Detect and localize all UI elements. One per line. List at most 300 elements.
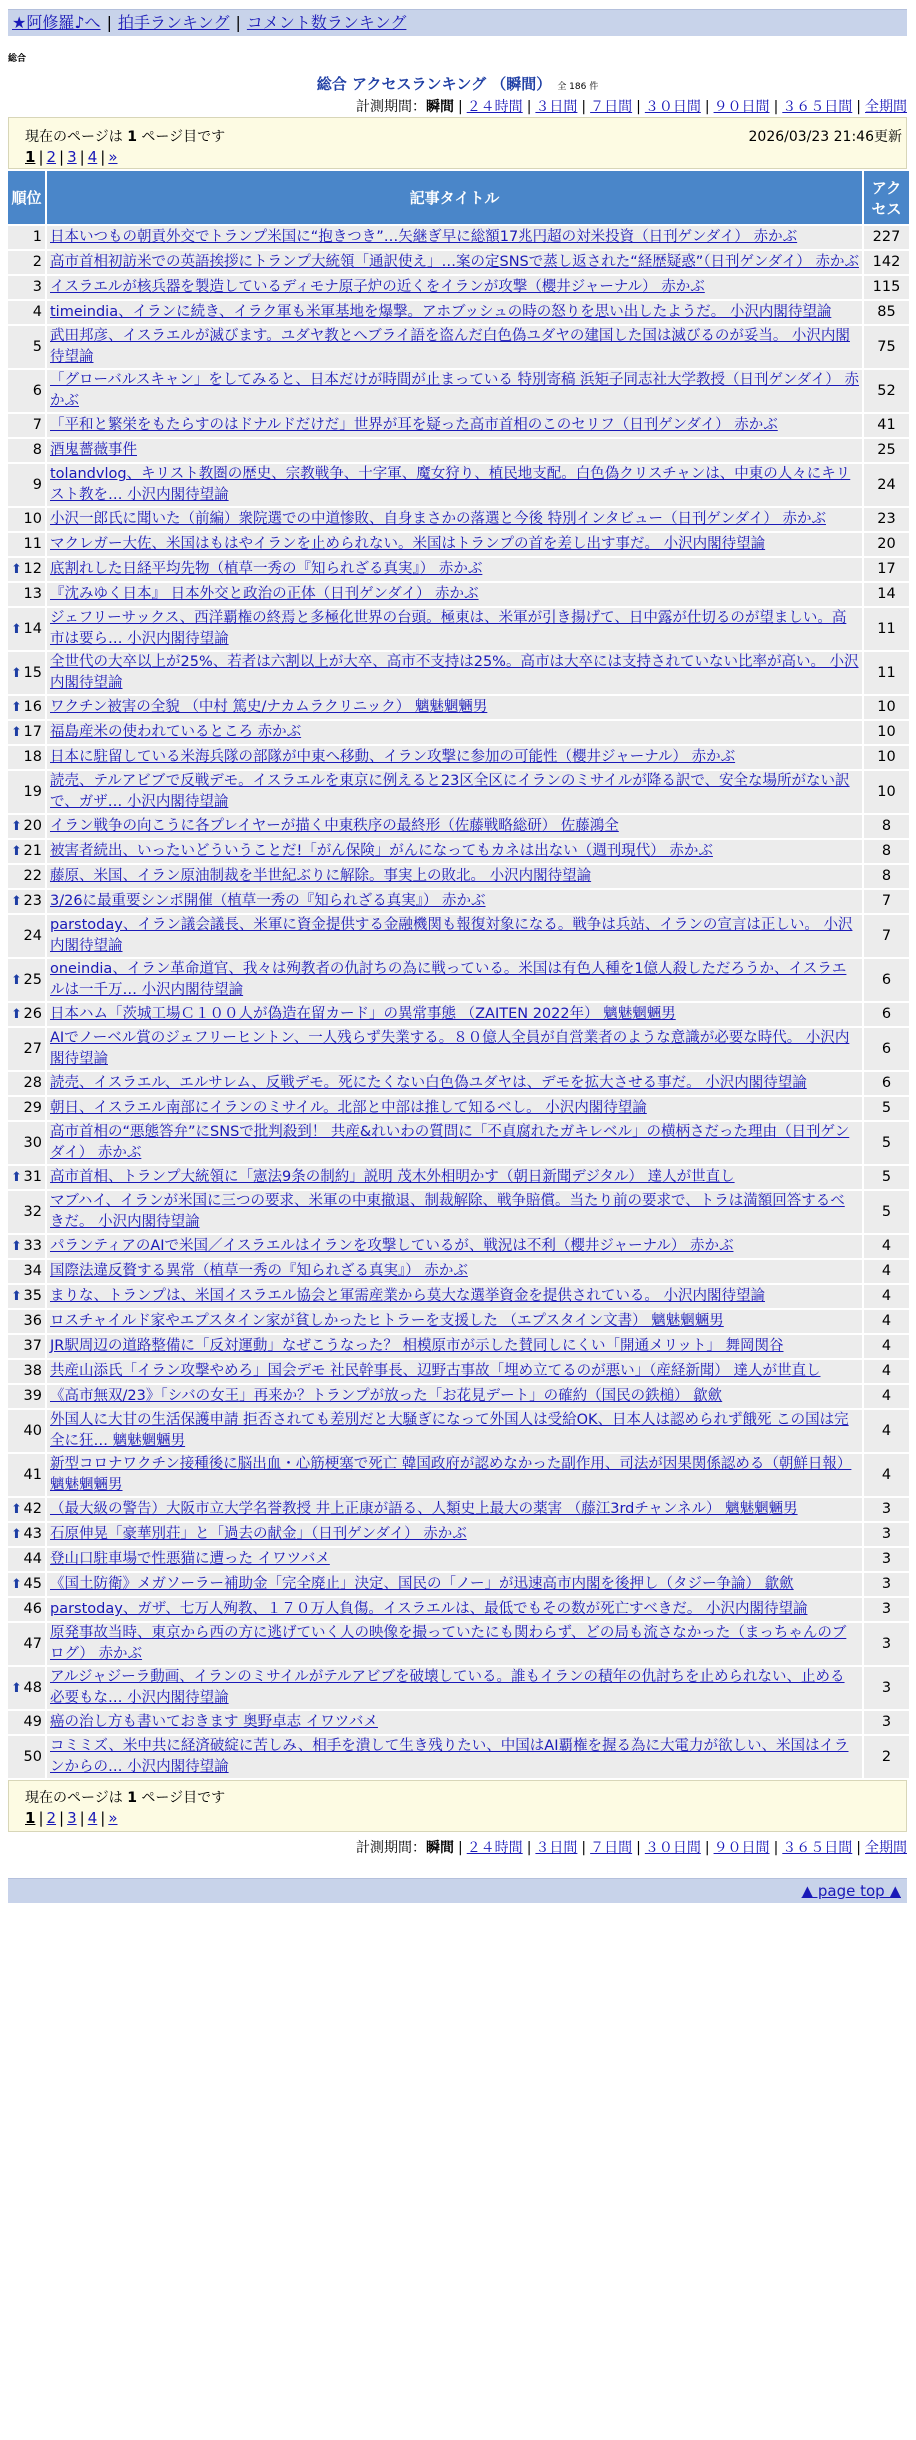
rank-cell <box>8 890 45 913</box>
rank-number: 21 <box>23 843 42 859</box>
page-info-box <box>8 117 907 169</box>
top-page-link-2[interactable]: 3 <box>67 148 77 166</box>
article-link[interactable]: 共産山添氏「イラン攻撃やめろ」国会デモ 社民幹事長、辺野古事故「埋め立てるのが悪い」（産経新聞） 達人が世直し <box>50 1363 821 1379</box>
rank-up-arrow-icon: ⬆ <box>11 621 22 637</box>
title-cell <box>47 771 862 813</box>
table-row <box>8 1454 909 1496</box>
table-row <box>8 1097 909 1120</box>
period-selector-top <box>8 97 907 117</box>
access-count: 4 <box>864 1235 909 1258</box>
page-separator: | <box>59 148 65 166</box>
rank-number: 3 <box>32 279 42 295</box>
top-page-link-0: 1 <box>25 148 36 166</box>
access-count: 3 <box>864 1548 909 1571</box>
rank-up-arrow-icon: ⬆ <box>11 562 22 577</box>
article-link[interactable]: parstoday、ガザ、七万人殉教、１７０万人負傷。イスラエルは、最低でもその数が死亡すべきだ。 小沢内閣待望論 <box>50 1601 808 1617</box>
title-cell <box>47 1623 862 1665</box>
access-count: 5 <box>864 1191 909 1233</box>
bottom-page-link-4[interactable]: » <box>108 1809 118 1827</box>
rank-number: 20 <box>23 818 42 834</box>
rank-up-arrow-icon: ⬆ <box>11 1239 22 1254</box>
bottom-page-link-3[interactable]: 4 <box>87 1809 98 1827</box>
rank-number: 24 <box>23 927 42 944</box>
access-count: 4 <box>864 1410 909 1452</box>
table-row <box>8 652 909 694</box>
rank-up-arrow-icon: ⬆ <box>11 1289 22 1304</box>
rank-number: 14 <box>23 620 42 637</box>
title-cell <box>47 1360 862 1383</box>
article-link[interactable]: 福島産米の使われているところ 赤かぶ <box>50 724 302 740</box>
table-row <box>8 1191 909 1233</box>
article-link[interactable]: ジェフリーサックス、西洋覇権の終焉と多極化世界の台頭。極東は、米軍が引き揚げて、日中露が仕切るのが望ましい。高市は要ら… 小沢内閣待望論 <box>50 610 847 647</box>
rank-cell <box>8 1028 45 1070</box>
table-row <box>8 1072 909 1095</box>
rank-number: 1 <box>32 229 42 245</box>
article-link[interactable]: イスラエルが核兵器を製造しているディモナ原子炉の近くをイランが攻撃（櫻井ジャーナル） 赤かぶ <box>50 279 705 295</box>
top-page-link-1[interactable]: 2 <box>46 148 57 166</box>
access-count: 8 <box>864 815 909 838</box>
article-link[interactable]: AIでノーベル賞のジェフリーヒントン、一人残らず失業する。８０億人全員が自営業者のような意識が必要な時代。 小沢内閣待望論 <box>50 1030 850 1067</box>
top-period-1[interactable]: ２４時間 <box>466 99 523 115</box>
article-link[interactable]: 日本いつもの朝貢外交でトランプ米国に“抱きつき”…矢継ぎ早に総額17兆円超の対米投資（日刊ゲンダイ） 赤かぶ <box>50 229 798 245</box>
article-link[interactable]: 外国人に大甘の生活保護申請 拒否されても差別だと大騒ぎになって外国人は受給OK、日本人は認められず餓死 この国は完全に狂… 魑魅魍魎男 <box>50 1412 849 1449</box>
rank-number: 27 <box>23 1040 42 1057</box>
bottom-period-1[interactable]: ２４時間 <box>466 1840 523 1856</box>
rank-cell <box>8 533 45 556</box>
ranking-table <box>6 169 911 1780</box>
rank-number: 35 <box>23 1288 42 1304</box>
top-period-0: 瞬間 <box>425 99 454 115</box>
title-cell <box>47 226 862 249</box>
period-separator: | <box>526 99 532 115</box>
rank-cell <box>8 439 45 462</box>
bottom-period-6[interactable]: ３６５日間 <box>782 1840 853 1856</box>
article-link[interactable]: 読売、テルアビブで反戦デモ。イスラエルを東京に例えると23区全区にイランのミサイルが降る訳で、安全な場所がない訳で、ガザ… 小沢内閣待望論 <box>50 773 850 810</box>
article-link[interactable]: 「グローバルスキャン」をしてみると、日本だけが時間が止まっている 特別寄稿 浜矩子同志社大学教授（日刊ゲンダイ） 赤かぶ <box>50 372 860 409</box>
table-row <box>8 915 909 957</box>
article-link[interactable]: マブハイ、イランが米国に三つの要求、米軍の中東撤退、制裁解除、戦争賠償。当たり前の要求で、トラは満額回答するべきだ。 小沢内閣待望論 <box>50 1193 845 1230</box>
article-link[interactable]: 国際法違反贅する異常（植草一秀の『知られざる真実』） 赤かぶ <box>50 1263 468 1279</box>
bottom-period-2[interactable]: ３日間 <box>535 1840 578 1856</box>
title-cell <box>47 721 862 744</box>
header-access: アクセス <box>864 171 909 224</box>
top-period-3[interactable]: ７日間 <box>590 99 633 115</box>
total-count: 全 186 件 <box>557 82 599 92</box>
article-link[interactable]: まりな、トランプは、米国イスラエル協会と軍需産業から莫大な選挙資金を提供されている。 小沢内閣待望論 <box>50 1288 765 1304</box>
rank-number: 23 <box>23 893 42 909</box>
access-count: 4 <box>864 1310 909 1333</box>
rank-number: 44 <box>23 1551 42 1567</box>
title-cell <box>47 1285 862 1308</box>
page-separator: | <box>38 148 44 166</box>
article-link[interactable]: （最大級の警告）大阪市立大学名誉教授 井上正康が語る、人類史上最大の薬害 （藤江3rdチャンネル） 魑魅魍魎男 <box>50 1501 798 1517</box>
access-count: 3 <box>864 1523 909 1546</box>
page-info-box-bottom <box>8 1780 907 1832</box>
bottom-page-link-2[interactable]: 3 <box>67 1809 77 1827</box>
article-link[interactable]: parstoday、イラン議会議長、米軍に資金提供する金融機関も報復対象になる。戦争は兵站、イランの宣言は正しい。 小沢内閣待望論 <box>50 917 853 954</box>
access-count: 7 <box>864 915 909 957</box>
rank-up-arrow-icon: ⬆ <box>11 844 22 859</box>
title-cell <box>47 1260 862 1283</box>
article-link[interactable]: マクレガー大佐、米国はもはやイランを止められない。米国はトランプの首を差し出す事だ。 小沢内閣待望論 <box>50 536 766 552</box>
table-row <box>8 1573 909 1596</box>
period-separator: | <box>856 99 861 115</box>
bottom-page-link-0: 1 <box>25 1809 36 1827</box>
table-row <box>8 1667 909 1709</box>
rank-cell <box>8 1410 45 1452</box>
article-link[interactable]: ワクチン被害の全貌 （中村 篤史/ナカムラクリニック） 魑魅魍魎男 <box>50 699 488 715</box>
rank-cell <box>8 464 45 506</box>
home-link[interactable]: ★阿修羅♪へ <box>12 13 101 32</box>
rank-number: 7 <box>32 417 42 433</box>
top-period-6[interactable]: ３６５日間 <box>782 99 853 115</box>
table-row <box>8 959 909 1001</box>
rank-cell <box>8 1360 45 1383</box>
header-rank: 順位 <box>8 171 45 224</box>
article-link[interactable]: 《高市無双/23》「シバの女王」再来か？トランプが放った「お花見デート」の確約（国民の鉄槌） 歙歛 <box>50 1388 723 1404</box>
access-count: 3 <box>864 1711 909 1734</box>
article-link[interactable]: 日本ハム「茨城工場Ｃ１００人が偽造在留カード」の異常事態 （ZAITEN 2022年） 魑魅魍魎男 <box>50 1006 676 1022</box>
title-cell <box>47 1523 862 1546</box>
table-row <box>8 276 909 299</box>
rank-number: 48 <box>23 1679 42 1696</box>
article-link[interactable]: 藤原、米国、イラン原油制裁を半世紀ぶりに解除。事実上の敗北。 小沢内閣待望論 <box>50 868 592 884</box>
rank-number: 11 <box>23 536 42 552</box>
access-count: 5 <box>864 1166 909 1189</box>
access-count: 23 <box>864 508 909 531</box>
bottom-page-link-1[interactable]: 2 <box>46 1809 57 1827</box>
title-cell <box>47 608 862 650</box>
rank-number: 29 <box>23 1100 42 1116</box>
article-link[interactable]: 登山口駐車場で性悪猫に遭った イワツバメ <box>50 1551 330 1567</box>
bottom-period-5[interactable]: ９０日間 <box>713 1840 770 1856</box>
article-link[interactable]: 被害者続出、いったいどういうことだ!「がん保険」がんになってもカネは出ない（週刊現代） 赤かぶ <box>50 843 713 859</box>
pagination-top <box>25 148 118 166</box>
rank-cell <box>8 1623 45 1665</box>
rank-up-arrow-icon: ⬆ <box>11 1577 22 1592</box>
access-count: 6 <box>864 959 909 1001</box>
table-row <box>8 1548 909 1571</box>
rank-cell <box>8 1548 45 1571</box>
rank-number: 30 <box>23 1134 42 1151</box>
article-link[interactable]: timeindia、イランに続き、イラク軍も米軍基地を爆撃。アホブッシュの時の怒りを思い出したようだ。 小沢内閣待望論 <box>50 304 832 320</box>
title-cell <box>47 276 862 299</box>
rank-cell <box>8 1385 45 1408</box>
period-separator: | <box>581 99 587 115</box>
rank-number: 46 <box>23 1601 42 1617</box>
page-separator: | <box>38 1809 44 1827</box>
access-count: 20 <box>864 533 909 556</box>
period-separator: | <box>457 99 463 115</box>
access-count: 3 <box>864 1667 909 1709</box>
rank-number: 31 <box>23 1169 42 1185</box>
rank-cell <box>8 251 45 274</box>
table-row <box>8 1166 909 1189</box>
top-period-4[interactable]: ３０日間 <box>644 99 701 115</box>
page-separator: | <box>100 1809 106 1827</box>
table-row <box>8 326 909 368</box>
rank-number: 42 <box>23 1501 42 1517</box>
table-row <box>8 840 909 863</box>
rank-cell <box>8 1454 45 1496</box>
rank-cell <box>8 1166 45 1189</box>
rank-cell <box>8 1335 45 1358</box>
article-link[interactable]: 3/26に最重要シンポ開催（植草一秀の『知られざる真実』） 赤かぶ <box>50 893 486 909</box>
rank-cell <box>8 508 45 531</box>
article-link[interactable]: 《国土防衛》メガソーラー補助金「完全廃止」決定、国民の「ノー」が迅速高市内閣を後押し（タジー争論） 歙歛 <box>50 1576 794 1592</box>
rank-cell <box>8 915 45 957</box>
access-count: 142 <box>864 251 909 274</box>
access-count: 10 <box>864 721 909 744</box>
article-link[interactable]: 「平和と繁栄をもたらすのはドナルドだけだ」世界が耳を疑った高市首相のこのセリフ（日刊ゲンダイ） 赤かぶ <box>50 417 778 433</box>
article-link[interactable]: 小沢一郎氏に聞いた（前編）衆院選での中道惨敗、自身まさかの落選と今後 特別インタビュー（日刊ゲンダイ） 赤かぶ <box>50 511 826 527</box>
period-separator: | <box>856 1840 861 1856</box>
title-cell <box>47 915 862 957</box>
rank-number: 17 <box>23 724 42 740</box>
access-count: 11 <box>864 652 909 694</box>
article-link[interactable]: 酒鬼薔薇事件 <box>50 442 137 458</box>
article-link[interactable]: 読売、イスラエル、エルサレム、反戦デモ。死にたくない白色偽ユダヤは、デモを拡大させる事だ。 小沢内閣待望論 <box>50 1075 807 1091</box>
title-cell <box>47 1310 862 1333</box>
updated-time: 2026/03/23 21:46更新 <box>748 129 902 145</box>
article-link[interactable]: 癌の治し方も書いておきます 奥野卓志 イワツバメ <box>50 1714 378 1730</box>
period-separator: | <box>773 1840 779 1856</box>
comment-ranking-link[interactable]: コメント数ランキング <box>246 13 407 32</box>
article-link[interactable]: パランティアのAIで米国／イスラエルはイランを攻撃しているが、戦況は不利（櫻井ジャーナル） 赤かぶ <box>50 1238 734 1254</box>
access-count: 17 <box>864 558 909 581</box>
article-link[interactable]: 底割れした日経平均先物（植草一秀の『知られざる真実』） 赤かぶ <box>50 561 483 577</box>
rank-cell <box>8 652 45 694</box>
table-row <box>8 1598 909 1621</box>
table-row <box>8 1335 909 1358</box>
access-count: 25 <box>864 439 909 462</box>
top-period-5[interactable]: ９０日間 <box>713 99 770 115</box>
rank-cell <box>8 414 45 437</box>
access-count: 3 <box>864 1573 909 1596</box>
rank-number: 43 <box>23 1526 42 1542</box>
table-row <box>8 1028 909 1070</box>
table-row <box>8 1235 909 1258</box>
period-separator: | <box>704 99 710 115</box>
access-count: 5 <box>864 1122 909 1164</box>
table-row <box>8 608 909 650</box>
table-row <box>8 301 909 324</box>
rank-number: 50 <box>23 1748 42 1765</box>
article-link[interactable]: 『沈みゆく日本』 日本外交と政治の正体（日刊ゲンダイ） 赤かぶ <box>50 586 479 602</box>
title-cell <box>47 1335 862 1358</box>
access-count: 4 <box>864 1454 909 1496</box>
access-count: 6 <box>864 1072 909 1095</box>
rank-number: 12 <box>23 561 42 577</box>
rank-number: 41 <box>23 1466 42 1483</box>
rank-cell <box>8 840 45 863</box>
article-link[interactable]: 武田邦彦、イスラエルが滅びます。ユダヤ教とヘブライ語を盗んだ白色偽ユダヤの建国した国は滅びるのが妥当。 小沢内閣待望論 <box>50 328 850 365</box>
rank-number: 15 <box>23 664 42 681</box>
access-count: 8 <box>864 865 909 888</box>
article-link[interactable]: 高市首相、トランプ大統領に「憲法9条の制約」説明 茂木外相明かす（朝日新聞デジタル） 達人が世直し <box>50 1169 735 1185</box>
top-period-7[interactable]: 全期間 <box>865 99 907 115</box>
title-cell <box>47 959 862 1001</box>
access-count: 8 <box>864 840 909 863</box>
table-row <box>8 1711 909 1734</box>
title-cell <box>47 1122 862 1164</box>
rank-number: 18 <box>23 749 42 765</box>
article-link[interactable]: oneindia、イラン革命道官、我々は殉教者の仇討ちの為に戦っている。米国は有色人種を1億人殺しただろうか、イスラエルは一千万… 小沢内閣待望論 <box>50 961 847 998</box>
rank-number: 10 <box>23 511 42 527</box>
rank-number: 25 <box>23 971 42 988</box>
table-row <box>8 1122 909 1164</box>
access-count: 11 <box>864 608 909 650</box>
period-label: 計測期間： <box>355 1840 426 1856</box>
article-link[interactable]: ロスチャイルド家やエプスタイン家が貧しかったヒトラーを支援した （エプスタイン文書） 魑魅魍魎男 <box>50 1313 724 1329</box>
table-row <box>8 696 909 719</box>
table-row <box>8 815 909 838</box>
article-link[interactable]: コミミズ、米中共に経済破綻に苦しみ、相手を潰して生き残りたい、中国はAI覇権を握る為に大電力が欲しい、米国はイランからの… 小沢内閣待望論 <box>50 1738 849 1775</box>
access-count: 10 <box>864 696 909 719</box>
title-cell <box>47 1097 862 1120</box>
article-link[interactable]: 日本に駐留している米海兵隊の部隊が中東へ移動、イラン攻撃に参加の可能性（櫻井ジャーナル） 赤かぶ <box>50 749 736 765</box>
article-link[interactable]: 朝日、イスラエル南部にイランのミサイル。北部と中部は推して知るべし。 小沢内閣待望論 <box>50 1100 647 1116</box>
header-title: 記事タイトル <box>47 171 862 224</box>
table-row <box>8 1285 909 1308</box>
access-count: 10 <box>864 771 909 813</box>
title-cell <box>47 251 862 274</box>
article-link[interactable]: アルジャジーラ動画、イランのミサイルがテルアビブを破壊している。誰もイランの積年の仇討ちを止められない、止める必要もな… 小沢内閣待望論 <box>50 1669 845 1706</box>
rank-cell <box>8 1498 45 1521</box>
period-separator: | <box>636 99 641 115</box>
rank-cell <box>8 815 45 838</box>
rank-cell <box>8 865 45 888</box>
access-count: 2 <box>864 1736 909 1778</box>
rank-up-arrow-icon: ⬆ <box>11 1680 22 1696</box>
article-link[interactable]: 高市首相の“悪態答弁”にSNSで批判殺到！ 共産&れいわの質問に「不貞腐れたガキレベル」の横柄さだった理由（日刊ゲンダイ） 赤かぶ <box>50 1124 850 1161</box>
rank-cell <box>8 1598 45 1621</box>
rank-number: 26 <box>23 1006 42 1022</box>
rank-cell <box>8 1072 45 1095</box>
title-cell <box>47 890 862 913</box>
rank-number: 9 <box>32 476 42 493</box>
access-count: 75 <box>864 326 909 368</box>
title-cell <box>47 326 862 368</box>
period-label: 計測期間： <box>355 99 426 115</box>
table-row <box>8 1385 909 1408</box>
current-page-text-bottom: 現在のページは 1 ページ目です <box>25 1790 226 1806</box>
article-link[interactable]: 新型コロナワクチン接種後に脳出血・心筋梗塞で死亡 韓国政府が認めなかった副作用、司法が因果関係認める（朝鮮日報） 魑魅魍魎男 <box>50 1456 852 1493</box>
rank-cell <box>8 1523 45 1546</box>
table-row <box>8 890 909 913</box>
rank-cell <box>8 370 45 412</box>
title-cell <box>47 1573 862 1596</box>
title-cell <box>47 865 862 888</box>
title-cell <box>47 414 862 437</box>
rank-up-arrow-icon: ⬆ <box>11 1502 22 1517</box>
bottom-period-7[interactable]: 全期間 <box>865 1840 907 1856</box>
rank-cell <box>8 771 45 813</box>
article-link[interactable]: tolandvlog、キリスト教圏の歴史、宗教戦争、十字軍、魔女狩り、植民地支配。白色偽クリスチャンは、中東の人々にキリスト教を… 小沢内閣待望論 <box>50 466 851 503</box>
title-cell <box>47 1072 862 1095</box>
table-row <box>8 746 909 769</box>
rank-cell <box>8 1285 45 1308</box>
rank-number: 49 <box>23 1714 42 1730</box>
title-cell <box>47 464 862 506</box>
period-separator: | <box>457 1840 463 1856</box>
access-count: 52 <box>864 370 909 412</box>
page-separator: | <box>79 1809 85 1827</box>
rank-number: 13 <box>23 586 42 602</box>
article-link[interactable]: イラン戦争の向こうに各プレイヤーが描く中東秩序の最終形（佐藤戦略総研） 佐藤鴻全 <box>50 818 619 834</box>
article-link[interactable]: 全世代の大卒以上が25%、若者は六割以上が大卒、高市不支持は25%。高市は大卒には支持されていない比率が高い。 小沢内閣待望論 <box>50 654 859 691</box>
access-count: 4 <box>864 1335 909 1358</box>
access-count: 6 <box>864 1003 909 1026</box>
rank-cell <box>8 608 45 650</box>
table-row <box>8 370 909 412</box>
rank-number: 38 <box>23 1363 42 1379</box>
rank-cell <box>8 1260 45 1283</box>
bottom-period-4[interactable]: ３０日間 <box>644 1840 701 1856</box>
page-separator: | <box>100 148 106 166</box>
rank-number: 40 <box>23 1422 42 1439</box>
rank-up-arrow-icon: ⬆ <box>11 1170 22 1185</box>
top-page-link-3[interactable]: 4 <box>87 148 98 166</box>
table-row <box>8 464 909 506</box>
rank-number: 33 <box>23 1238 42 1254</box>
rank-cell <box>8 1191 45 1233</box>
period-separator: | <box>636 1840 641 1856</box>
rank-cell <box>8 1711 45 1734</box>
top-period-2[interactable]: ３日間 <box>535 99 578 115</box>
rank-number: 6 <box>32 382 42 399</box>
access-count: 10 <box>864 746 909 769</box>
period-separator: | <box>773 99 779 115</box>
article-link[interactable]: 石原伸晃「豪華別荘」と「過去の献金」（日刊ゲンダイ） 赤かぶ <box>50 1526 467 1542</box>
rank-number: 5 <box>32 338 42 355</box>
page-top-link[interactable]: ▲ page top ▲ <box>801 1882 901 1900</box>
access-count: 3 <box>864 1598 909 1621</box>
table-row <box>8 439 909 462</box>
rank-cell <box>8 1003 45 1026</box>
article-link[interactable]: 原発事故当時、東京から西の方に逃げていく人の映像を撮っていたにも関わらず、どの局も流さなかった（まっちゃんのブログ） 赤かぶ <box>50 1625 847 1662</box>
page-separator: | <box>79 148 85 166</box>
title-cell <box>47 1498 862 1521</box>
top-page-link-4[interactable]: » <box>108 148 118 166</box>
applause-ranking-link[interactable]: 拍手ランキング <box>117 13 230 32</box>
bottom-period-3[interactable]: ７日間 <box>590 1840 633 1856</box>
table-row <box>8 226 909 249</box>
title-cell <box>47 1736 862 1778</box>
title-cell <box>47 746 862 769</box>
rank-up-arrow-icon: ⬆ <box>11 725 22 740</box>
rank-number: 4 <box>32 304 42 320</box>
top-nav: ★阿修羅♪へ | 拍手ランキング | コメント数ランキング <box>8 9 907 36</box>
page-title: 総合 アクセスランキング （瞬間） 全 186 件 <box>316 75 599 93</box>
title-cell <box>47 815 862 838</box>
rank-number: 37 <box>23 1338 42 1354</box>
table-row <box>8 1410 909 1452</box>
rank-cell <box>8 583 45 606</box>
table-row <box>8 533 909 556</box>
rank-cell <box>8 226 45 249</box>
rank-number: 28 <box>23 1075 42 1091</box>
title-cell <box>47 1235 862 1258</box>
rank-cell <box>8 326 45 368</box>
article-link[interactable]: JR駅周辺の道路整備に「反対運動」なぜこうなった？ 相模原市が示した賛同しにくい「開通メリット」 舞岡関谷 <box>50 1338 784 1354</box>
title-cell <box>47 1454 862 1496</box>
table-row <box>8 865 909 888</box>
access-count: 115 <box>864 276 909 299</box>
article-link[interactable]: 高市首相初訪米での英語挨拶にトランプ大統領「通訳使え」…案の定SNSで蒸し返された“経歴疑惑”（日刊ゲンダイ） 赤かぶ <box>50 254 859 270</box>
rank-cell <box>8 301 45 324</box>
title-cell <box>47 696 862 719</box>
